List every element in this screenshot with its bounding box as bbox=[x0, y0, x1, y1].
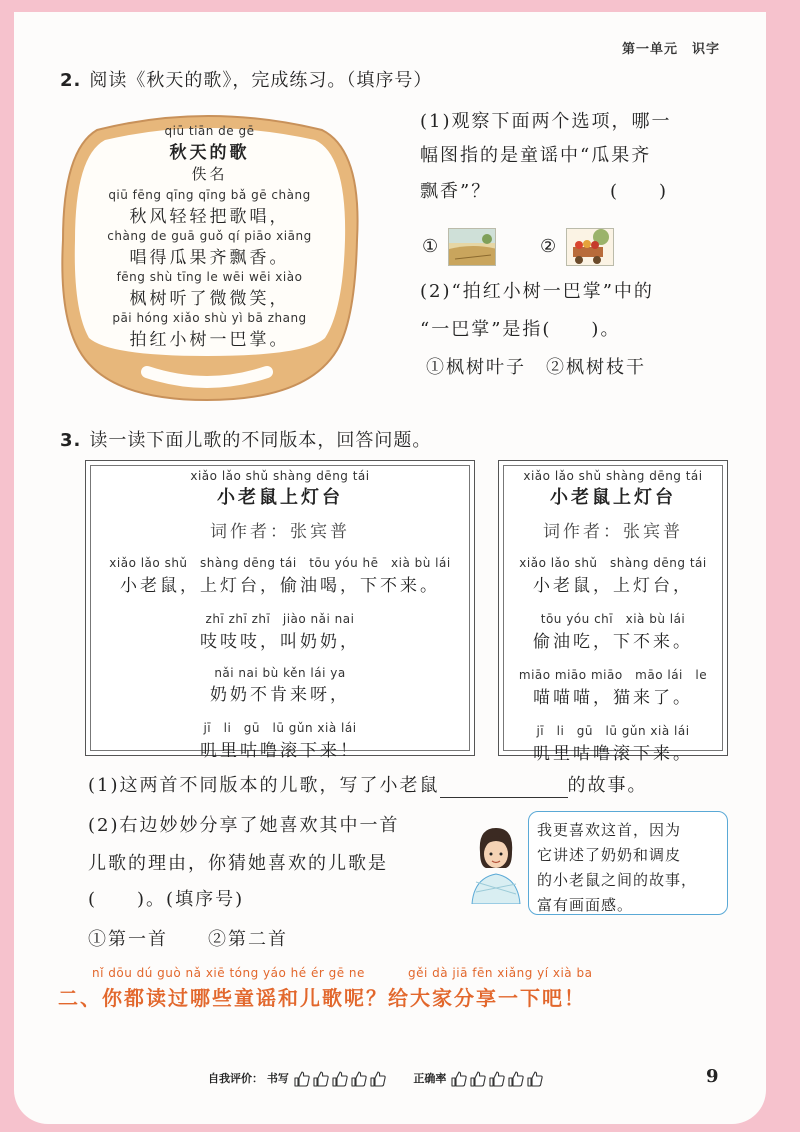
thumbs-up-icon[interactable] bbox=[331, 1072, 350, 1085]
q2-sub2-options[interactable]: ①枫树叶子 ②枫树枝干 bbox=[426, 357, 646, 378]
q3-sub1 bbox=[88, 774, 648, 798]
song-line: 吱吱吱，叫奶奶， bbox=[200, 632, 360, 652]
song-line-pinyin: jī li gū lū gǔn xià lái bbox=[536, 724, 690, 738]
poem-frame bbox=[57, 110, 362, 402]
poem-line-pinyin: fēng shù tīng le wēi wēi xiào bbox=[116, 270, 303, 284]
option-1-label: ① bbox=[422, 236, 441, 257]
accuracy-label: 正确率 bbox=[413, 1072, 447, 1085]
version-1-content bbox=[86, 461, 474, 761]
song-line: 叽里咕噜滚下来！ bbox=[200, 741, 360, 761]
thumbs-up-icon[interactable] bbox=[526, 1072, 545, 1085]
thumbs-up-icon[interactable] bbox=[293, 1072, 312, 1085]
girl-avatar bbox=[466, 822, 526, 904]
song-line: 小老鼠，上灯台， bbox=[533, 576, 693, 596]
poem-line-pinyin: qiū fēng qīng qīng bǎ gē chàng bbox=[108, 188, 311, 202]
writing-rating[interactable] bbox=[293, 1072, 388, 1085]
song-line: 偷油吃，下不来。 bbox=[533, 632, 693, 652]
poem-content bbox=[57, 110, 362, 350]
song-line: 小老鼠，上灯台，偷油喝，下不来。 bbox=[120, 576, 440, 596]
writing-label: 书写 bbox=[266, 1072, 289, 1085]
page-number: 9 bbox=[706, 1066, 719, 1087]
q3-sub2-line2: 儿歌的理由，你猜她喜欢的儿歌是 bbox=[88, 853, 388, 874]
version-1-box bbox=[85, 460, 475, 761]
q2-sub2-line1: (2)“拍红小树一巴掌”中的 bbox=[420, 281, 654, 302]
thumbs-up-icon[interactable] bbox=[507, 1072, 526, 1085]
poem-line-pinyin: pāi hóng xiǎo shù yì bā zhang bbox=[112, 311, 307, 325]
q2-sub1-line2: 幅图指的是童谣中“瓜果齐 bbox=[420, 145, 652, 166]
song-line-pinyin: zhī zhī zhī jiào nǎi nai bbox=[205, 612, 355, 626]
q3-sub1-suffix: 的故事。 bbox=[567, 775, 648, 796]
version-title-pinyin: xiǎo lǎo shǔ shàng dēng tái bbox=[190, 469, 370, 483]
song-line-pinyin: tōu yóu chī xià bù lái bbox=[540, 612, 686, 626]
q3-sub2-line1: (2)右边妙妙分享了她喜欢其中一首 bbox=[88, 815, 400, 836]
question-3-title bbox=[60, 426, 431, 452]
section2-pinyin-2: gěi dà jiā fēn xiǎng yí xià ba bbox=[408, 966, 593, 980]
version-author: 词作者：张宾普 bbox=[210, 522, 350, 542]
q2-sub2-line2: “一巴掌”是指( )。 bbox=[420, 319, 621, 340]
version-title: 小老鼠上灯台 bbox=[217, 487, 343, 508]
poem-line: 秋风轻轻把歌唱， bbox=[129, 207, 290, 227]
fill-in-blank[interactable] bbox=[440, 780, 568, 798]
question-text: 读一读下面儿歌的不同版本，回答问题。 bbox=[89, 430, 432, 451]
song-line-pinyin: xiǎo lǎo shǔ shàng dēng tái tōu yóu hē xià bù lái bbox=[109, 556, 451, 570]
thumbs-up-icon[interactable] bbox=[450, 1072, 469, 1085]
self-evaluation bbox=[208, 1070, 545, 1087]
option-2[interactable] bbox=[540, 228, 614, 266]
bubble-line: 我更喜欢这首，因为 bbox=[537, 821, 682, 839]
question-number: 3. bbox=[60, 430, 82, 451]
thumbs-up-icon[interactable] bbox=[488, 1072, 507, 1085]
q2-sub1-line1: (1)观察下面两个选项，哪一 bbox=[420, 111, 672, 132]
unit-header: 第一单元 识字 bbox=[622, 42, 721, 57]
field-image-thumbnail bbox=[448, 228, 496, 266]
question-text: 阅读《秋天的歌》，完成练习。（填序号） bbox=[89, 70, 433, 91]
poem-line: 唱得瓜果齐飘香。 bbox=[129, 248, 290, 268]
bubble-line: 它讲述了奶奶和调皮 bbox=[537, 846, 682, 864]
accuracy-rating[interactable] bbox=[450, 1072, 545, 1085]
bubble-line: 的小老鼠之间的故事， bbox=[537, 871, 698, 889]
thumbs-up-icon[interactable] bbox=[369, 1072, 388, 1085]
version-2-content bbox=[499, 461, 727, 764]
song-line-pinyin: miāo miāo miāo māo lái le bbox=[518, 668, 708, 682]
speech-bubble bbox=[528, 811, 728, 915]
thumbs-up-icon[interactable] bbox=[312, 1072, 331, 1085]
question-2-title bbox=[60, 66, 432, 92]
question-number: 2. bbox=[60, 70, 82, 91]
bubble-line: 富有画面感。 bbox=[537, 896, 634, 914]
version-author: 词作者：张宾普 bbox=[543, 522, 683, 542]
q3-sub2-options[interactable]: ①第一首 ②第二首 bbox=[88, 929, 288, 950]
poem-line: 拍红小树一巴掌。 bbox=[129, 330, 290, 350]
poem-title: 秋天的歌 bbox=[169, 143, 250, 163]
q3-sub2-line3[interactable]: ( )。(填序号) bbox=[88, 889, 245, 910]
song-line-pinyin: nǎi nai bù kěn lái ya bbox=[214, 666, 346, 680]
version-2-box bbox=[498, 460, 728, 764]
poem-title-pinyin: qiū tiān de gē bbox=[164, 124, 255, 138]
poem-line-pinyin: chàng de guā guǒ qí piāo xiāng bbox=[107, 229, 312, 243]
poem-line: 枫树听了微微笑， bbox=[129, 289, 290, 309]
answer-blank[interactable]: ( ) bbox=[610, 181, 669, 202]
option-1[interactable] bbox=[422, 228, 496, 266]
fruit-cart-thumbnail bbox=[566, 228, 614, 266]
song-line: 奶奶不肯来呀， bbox=[210, 685, 350, 705]
thumbs-up-icon[interactable] bbox=[350, 1072, 369, 1085]
q2-sub1-line3: 飘香”？ bbox=[420, 181, 492, 202]
song-line: 喵喵喵，猫来了。 bbox=[533, 688, 693, 708]
q3-sub1-prompt: (1)这两首不同版本的儿歌，写了小老鼠 bbox=[88, 775, 440, 796]
option-2-label: ② bbox=[540, 236, 559, 257]
song-line: 叽里咕噜滚下来。 bbox=[533, 744, 693, 764]
section2-title: 二、你都读过哪些童谣和儿歌呢？给大家分享一下吧！ bbox=[58, 986, 586, 1010]
song-line-pinyin: xiǎo lǎo shǔ shàng dēng tái bbox=[519, 556, 707, 570]
song-line-pinyin: jī li gū lū gǔn xià lái bbox=[203, 721, 357, 735]
poem-author: 佚名 bbox=[191, 165, 228, 183]
thumbs-up-icon[interactable] bbox=[469, 1072, 488, 1085]
section2-pinyin-1: nǐ dōu dú guò nǎ xiē tóng yáo hé ér gē ne bbox=[92, 966, 365, 980]
self-eval-label: 自我评价： bbox=[208, 1072, 263, 1085]
version-title: 小老鼠上灯台 bbox=[550, 487, 676, 508]
version-title-pinyin: xiǎo lǎo shǔ shàng dēng tái bbox=[523, 469, 703, 483]
